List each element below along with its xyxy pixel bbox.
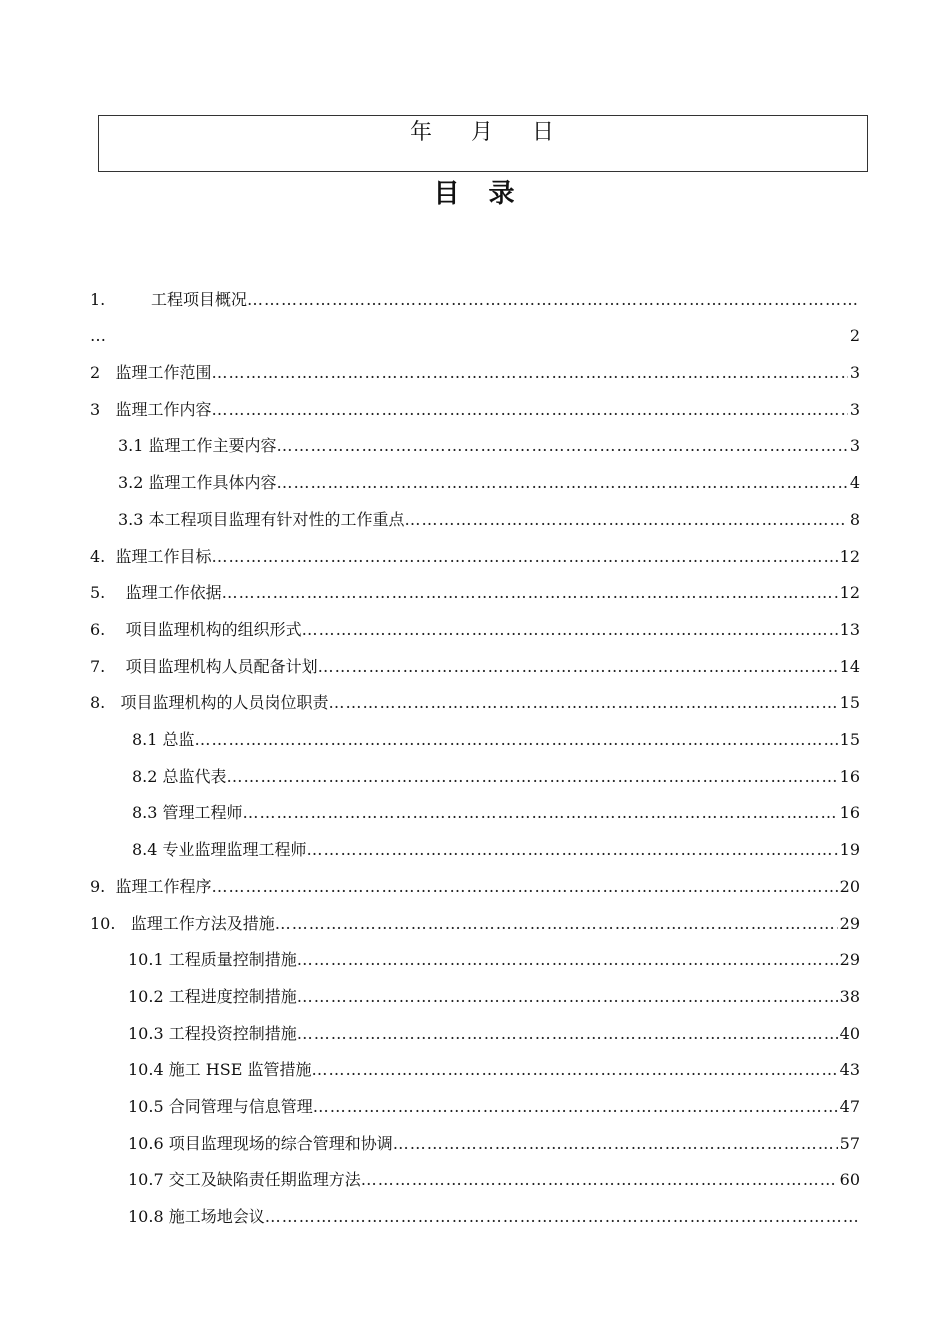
toc-entry-label: 8.2 总监代表 [132,766,227,786]
toc-leader [307,838,838,862]
toc-leader [211,398,847,422]
toc-leader [361,1168,838,1192]
date-month: 月 [470,120,495,145]
toc-entry[interactable] [90,357,860,385]
toc-leader [211,361,847,385]
toc-entry-1[interactable] [90,284,860,312]
toc-leader [311,1058,837,1082]
toc-leader [297,985,838,1009]
toc-entry-page: 4 [849,473,860,493]
toc-entry[interactable] [118,430,860,458]
toc-leader [275,912,838,936]
toc-leader [211,875,837,899]
toc-entry-label: 3.1 监理工作主要内容 [118,436,277,456]
toc-leader [297,948,838,972]
toc-leader [277,434,848,458]
toc-entry[interactable] [90,577,860,605]
toc-entry-label: 3.3 本工程项目监理有针对性的工作重点 [118,509,405,529]
toc-entry-label: 1. 工程项目概况 [90,290,248,309]
toc-entry-label: 2 监理工作范围 [90,363,212,382]
toc-entry-label: 3 监理工作内容 [90,399,212,419]
toc-entry[interactable] [128,1054,860,1082]
toc-leader [227,765,838,789]
toc-entry-page: 8 [849,509,860,529]
toc-title-char: 目 [433,179,462,209]
toc-entry-page: 20 [839,876,860,896]
toc-entry-1-continuation[interactable] [90,320,860,348]
toc-entry-page: 29 [839,913,860,933]
toc-leader [211,545,837,569]
toc-entry-page: 12 [839,583,860,603]
toc-entry-page: 3 [849,363,860,382]
toc-entry[interactable] [128,981,860,1009]
toc-entry-label: 8. 项目监理机构的人员岗位职责 [90,693,329,713]
toc-entry[interactable] [90,908,860,936]
toc-entry-label: 10.4 施工 HSE 监管措施 [128,1060,312,1080]
toc-entry[interactable] [128,1201,860,1229]
toc-leader [247,288,860,312]
toc-entry-page: 13 [839,619,860,639]
toc-entry-label: 10.2 工程进度控制措施 [128,986,297,1006]
toc-entry[interactable] [128,1128,860,1156]
toc-entry-page: 47 [839,1097,860,1116]
date-year: 年 [409,120,434,145]
toc-entry[interactable] [90,871,860,899]
toc-leader [318,655,838,679]
toc-entry-page: 3 [849,436,860,456]
toc-entry[interactable] [90,651,860,679]
toc-entry[interactable] [128,1091,860,1119]
toc-entry-page: 16 [839,803,860,823]
date-box [98,115,868,172]
toc-entry-label: 8.1 总监 [132,730,195,749]
toc-entry[interactable] [128,1164,860,1192]
toc-entry[interactable] [90,541,860,569]
toc-title [0,174,950,214]
toc-entry[interactable] [118,467,860,495]
toc-entry-page: 43 [839,1060,860,1080]
toc-entry-page: 38 [839,986,860,1006]
toc-leader [302,618,838,642]
toc-entry[interactable] [118,504,860,532]
toc-entry-page: 60 [839,1170,860,1190]
toc-entry[interactable] [132,724,860,752]
toc-entry-page: 15 [839,730,860,749]
toc-leader [277,471,848,495]
toc-entry-page: 16 [839,766,860,786]
toc-entry-label: 7. 项目监理机构人员配备计划 [90,656,318,676]
toc-entry[interactable] [128,1018,860,1046]
toc-leader [195,728,838,752]
toc-leader-continued: … [90,326,106,345]
toc-entry-label: 8.4 专业监理监理工程师 [132,840,307,860]
date-day: 日 [532,120,557,145]
toc-entry-label: 10.1 工程质量控制措施 [128,950,297,970]
toc-entry[interactable] [132,761,860,789]
toc-entry-label: 10.7 交工及缺陷责任期监理方法 [128,1170,361,1190]
toc-entry-label: 10.3 工程投资控制措施 [128,1023,297,1043]
toc-entry[interactable] [132,797,860,825]
toc-leader [405,508,848,532]
toc-leader [329,691,838,715]
toc-entry-label: 9. 监理工作程序 [90,876,212,896]
toc-entry-label: 6. 项目监理机构的组织形式 [90,619,302,639]
toc-entry-page: 3 [849,399,860,419]
toc-entry[interactable] [90,394,860,422]
toc-leader [297,1022,838,1046]
toc-leader [313,1095,838,1119]
toc-leader [393,1132,838,1156]
toc-entry-label: 10.8 施工场地会议 [128,1207,265,1227]
toc-entry[interactable] [128,944,860,972]
toc-leader [222,581,838,605]
toc-entry-label: 4. 监理工作目标 [90,546,212,566]
toc-entry-label: 3.2 监理工作具体内容 [118,473,277,493]
toc-entry-page: 40 [839,1023,860,1043]
toc-entry-label: 10.5 合同管理与信息管理 [128,1097,313,1116]
toc-entry-page: 57 [839,1133,860,1153]
toc-leader [243,801,838,825]
toc-entry-label: 8.3 管理工程师 [132,803,243,823]
toc-leader [265,1205,858,1229]
toc-entry-page: 15 [839,693,860,713]
toc-title-char: 录 [488,179,517,209]
toc-entry[interactable] [90,687,860,715]
toc-entry-page: 2 [849,326,860,345]
toc-entry-page: 14 [839,656,860,676]
toc-entry-page: 19 [839,840,860,860]
toc-entry-label: 10.6 项目监理现场的综合管理和协调 [128,1133,393,1153]
toc-entry[interactable] [90,614,860,642]
toc-entry-page: 12 [839,546,860,566]
toc-entry-page: 29 [839,950,860,970]
toc-entry-label: 10. 监理工作方法及措施 [90,913,275,933]
toc-entry[interactable] [132,834,860,862]
toc-entry-label: 5. 监理工作依据 [90,583,222,603]
